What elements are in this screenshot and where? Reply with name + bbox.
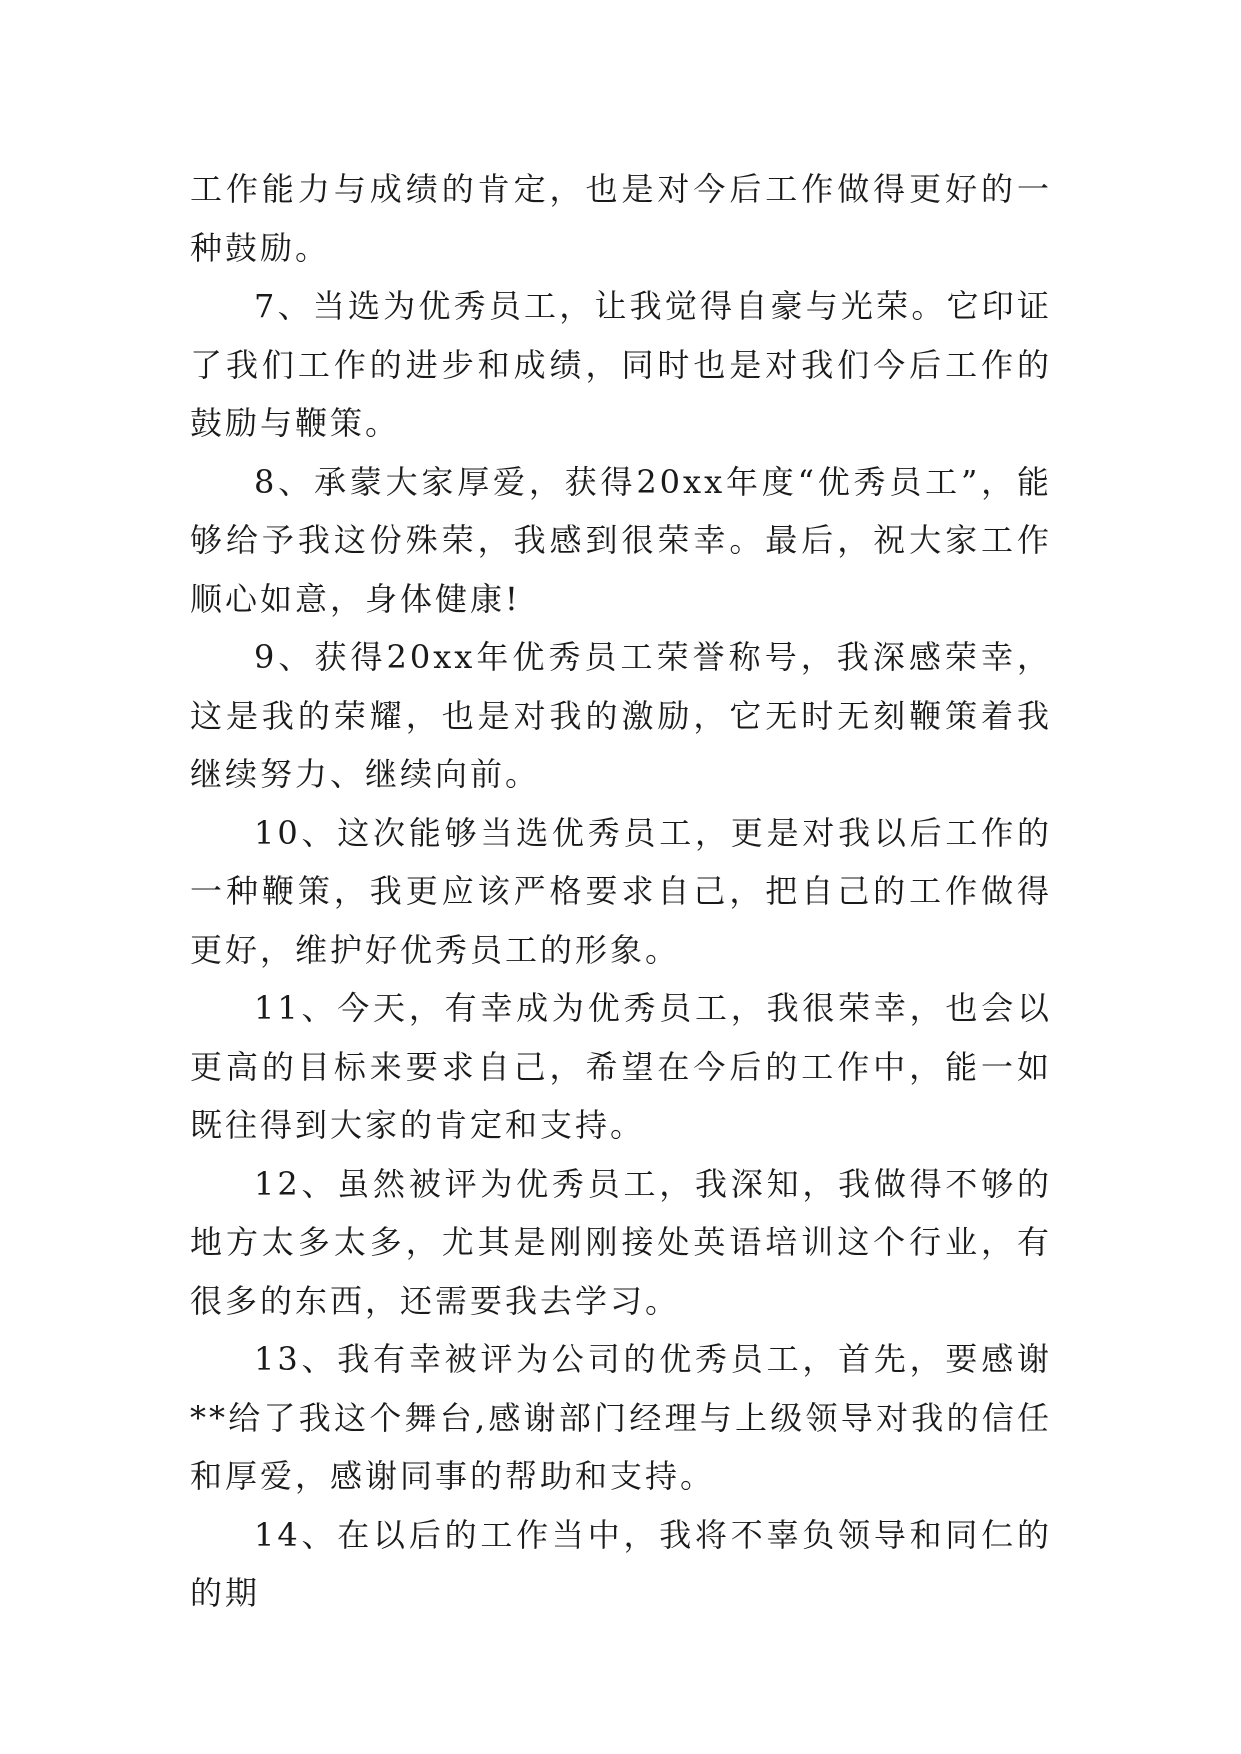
paragraph-item-10: 10、这次能够当选优秀员工，更是对我以后工作的一种鞭策，我更应该严格要求自己，把自己的工作做得更好，维护好优秀员工的形象。 [190, 813, 1052, 969]
paragraph-item-7: 7、当选为优秀员工，让我觉得自豪与光荣。它印证了我们工作的进步和成绩，同时也是对我们今后工作的鼓励与鞭策。 [190, 287, 1052, 442]
paragraph-item-12: 12、虽然被评为优秀员工，我深知，我做得不够的地方太多太多，尤其是刚刚接处英语培训这个行业，有很多的东西，还需要我去学习。 [190, 1164, 1052, 1320]
paragraph-item-8: 8、承蒙大家厚爱，获得20xx年度“优秀员工”，能够给予我这份殊荣，我感到很荣幸。最后，祝大家工作顺心如意，身体健康! [190, 462, 1052, 618]
paragraph-item-11: 11、今天，有幸成为优秀员工，我很荣幸，也会以更高的目标来要求自己，希望在今后的工作中，能一如既往得到大家的肯定和支持。 [190, 989, 1052, 1144]
paragraph-item-9: 9、获得20xx年优秀员工荣誉称号，我深感荣幸，这是我的荣耀，也是对我的激励，它无时无刻鞭策着我继续努力、继续向前。 [190, 638, 1052, 793]
document-page [190, 160, 1052, 1623]
paragraph-item-14: 14、在以后的工作当中，我将不辜负领导和同仁的的期 [190, 1515, 1052, 1612]
paragraph-item-13: 13、我有幸被评为公司的优秀员工，首先，要感谢**给了我这个舞台,感谢部门经理与上级领导对我的信任和厚爱，感谢同事的帮助和支持。 [190, 1340, 1052, 1495]
paragraph-continuation: 工作能力与成绩的肯定，也是对今后工作做得更好的一种鼓励。 [190, 170, 1052, 267]
